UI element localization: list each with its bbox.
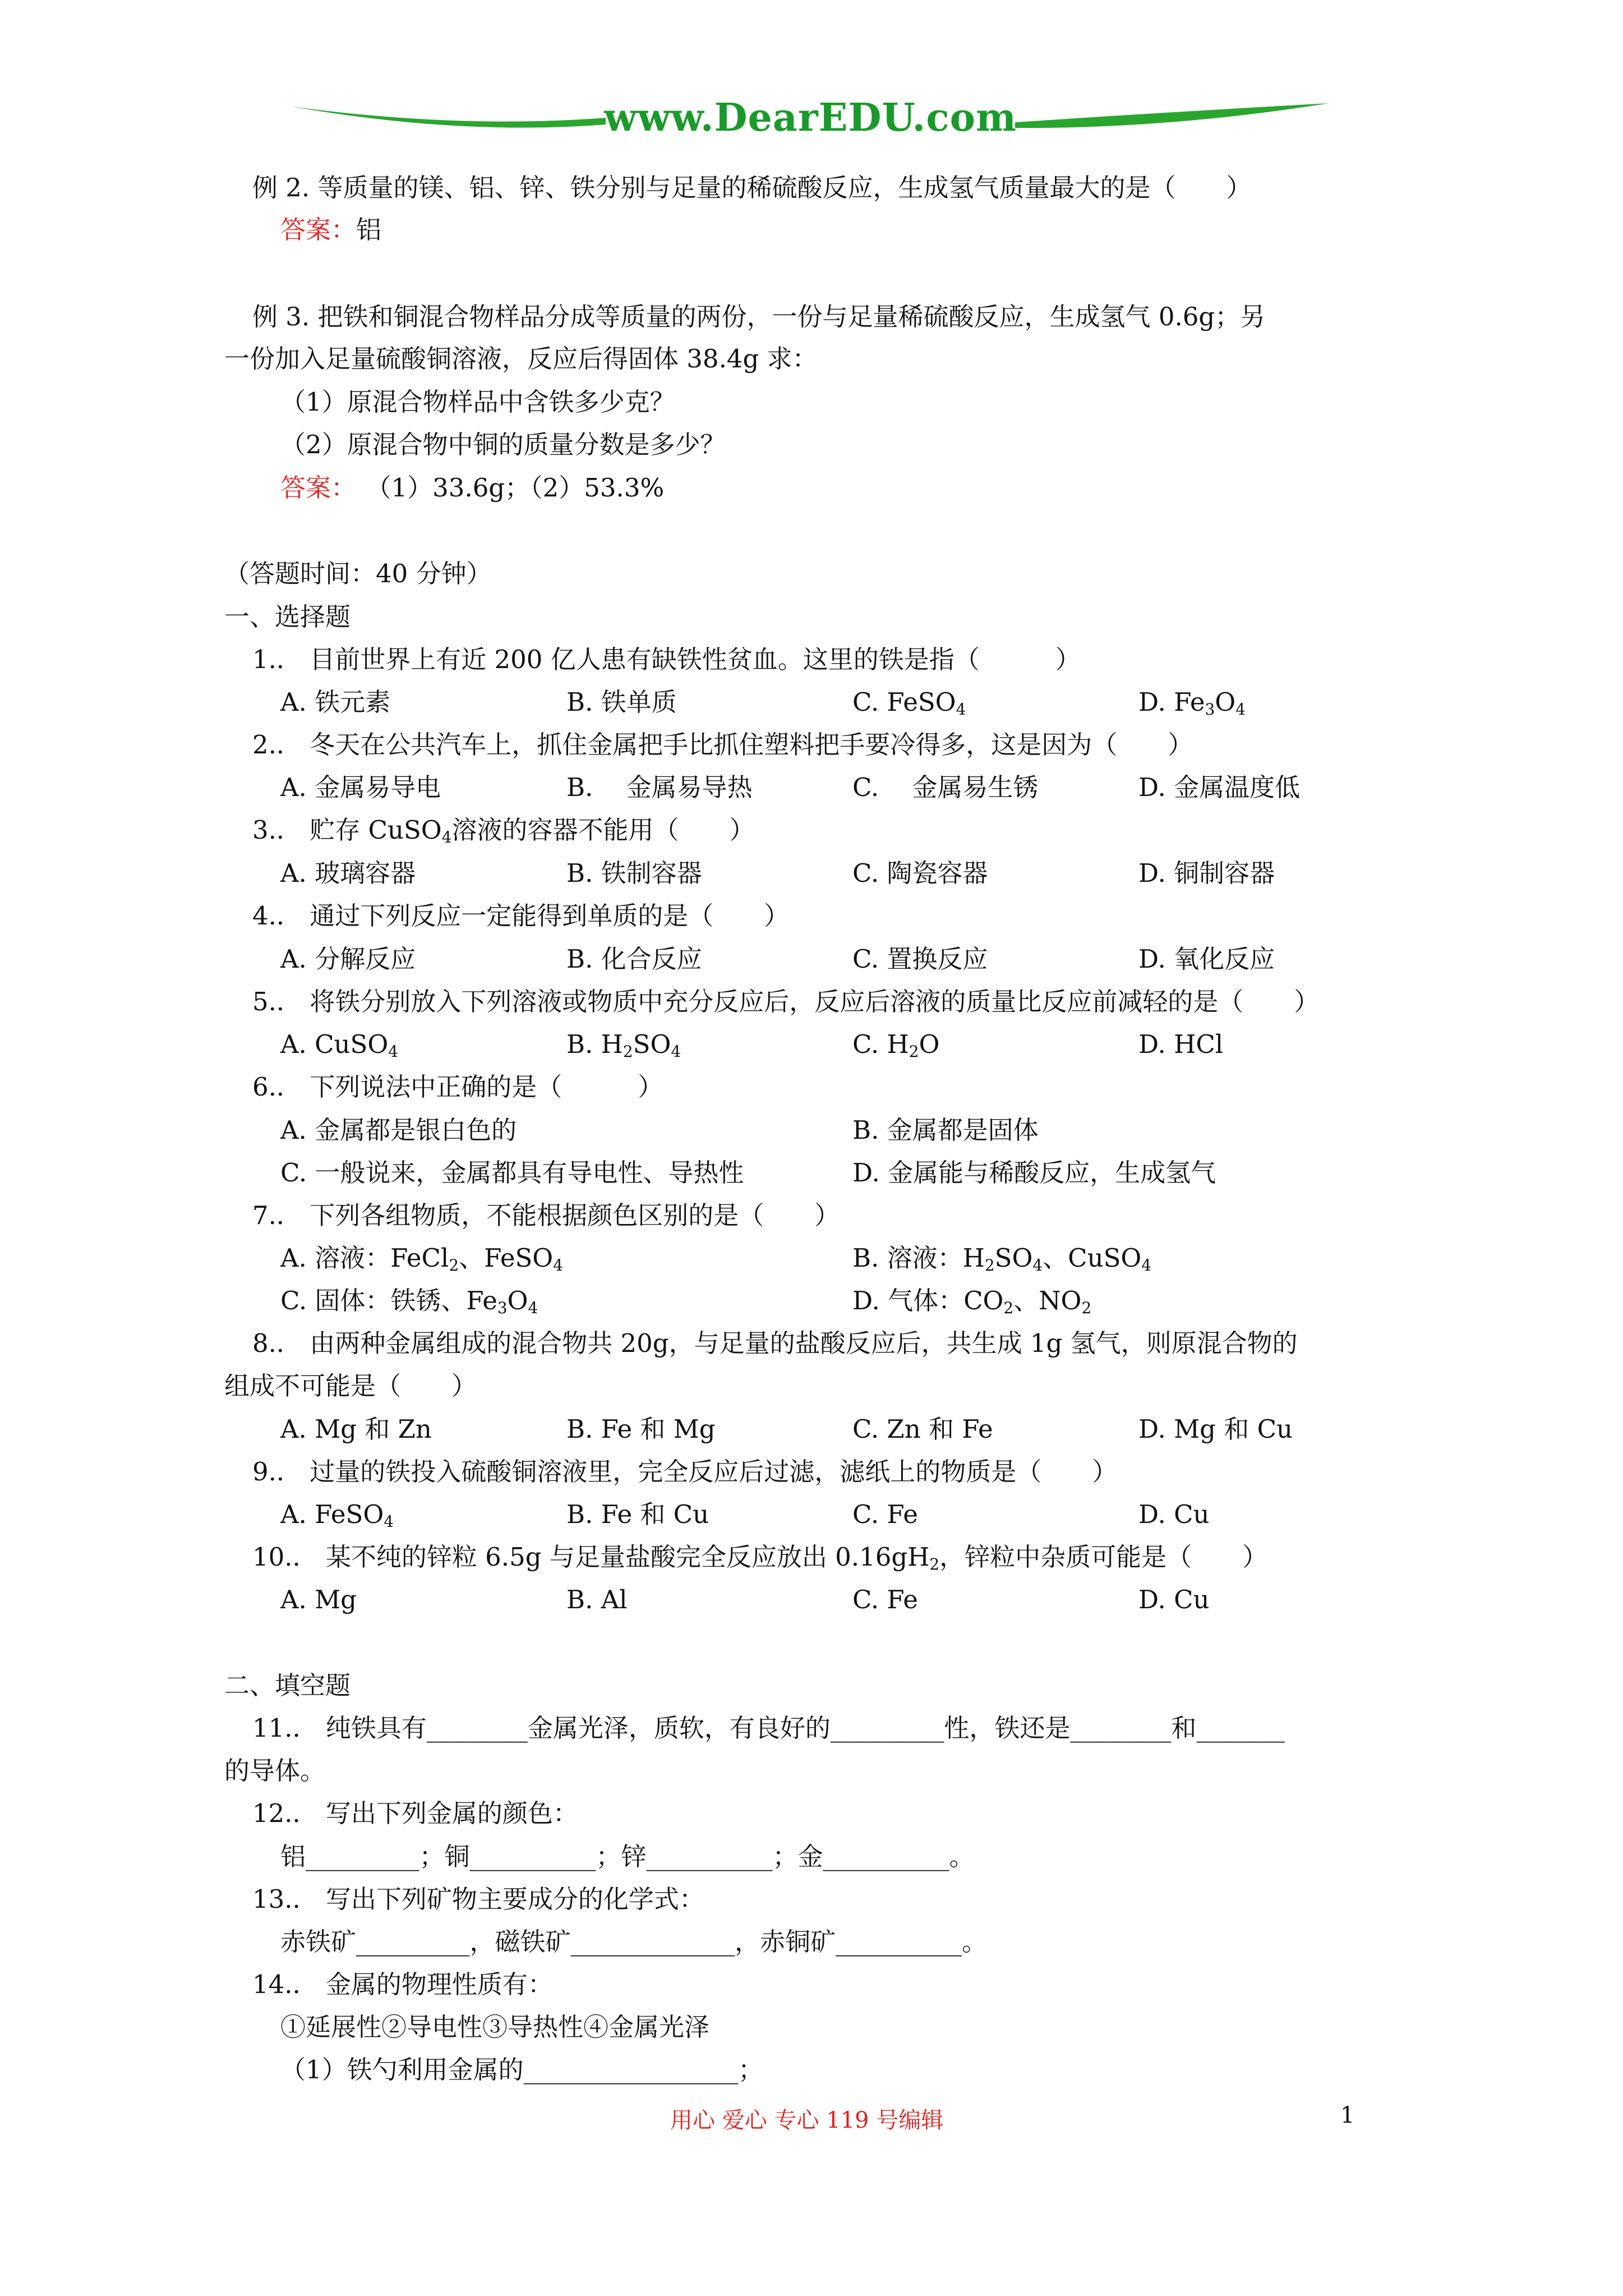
question-10-stem: 10.． 某不纯的锌粒 6.5g 与足量盐酸完全反应放出 $0.16gH_2$，锌粒中杂质可能是（ ）	[252, 1542, 1268, 1573]
question-7-option-a: A. 溶液：FeCl$_2$、FeSO$_4$	[280, 1243, 563, 1274]
answer-time-note: （答题时间：40 分钟）	[224, 559, 492, 588]
question-13-blanks: 赤铁矿_________，磁铁矿_____________，赤铜矿__________。	[280, 1927, 988, 1957]
question-9-option-d: D. Cu	[1138, 1499, 1210, 1529]
question-14-options: ①延展性②导电性③导热性④金属光泽	[280, 2012, 710, 2042]
question-2-option-a: A. 金属易导电	[280, 772, 441, 802]
question-3-stem: 3.． 贮存 CuSO$_4$溶液的容器不能用（ ）	[252, 815, 755, 846]
question-9-stem: 9.． 过量的铁投入硫酸铜溶液里，完全反应后过滤，滤纸上的物质是（ ）	[252, 1457, 1118, 1487]
question-7-option-c: C. 固体：铁锈、$Fe_3O_4$	[280, 1286, 538, 1317]
section-1-title: 一、选择题	[224, 602, 351, 632]
question-8-option-d: D. Mg 和 Cu	[1138, 1414, 1293, 1444]
question-7-option-b: B. 溶液：$H_2SO_4$、CuSO$_4$	[852, 1243, 1152, 1274]
question-2-option-c: C. 金属易生锈	[852, 772, 1039, 802]
question-9-option-c: C. Fe	[852, 1499, 918, 1529]
question-1-option-c: C. FeSO$_4$	[852, 687, 966, 719]
question-11-line-2: 的导体。	[224, 1756, 326, 1786]
question-6-option-b: B. 金属都是固体	[852, 1115, 1039, 1145]
question-5-option-d: D. HCl	[1138, 1029, 1224, 1059]
question-5-stem: 5.． 将铁分别放入下列溶液或物质中充分反应后，反应后溶液的质量比反应前减轻的是（ ）	[252, 987, 1320, 1016]
question-1-option-a: A. 铁元素	[280, 687, 391, 717]
question-6-option-d: D. 金属能与稀酸反应，生成氢气	[852, 1158, 1216, 1188]
question-4-option-d: D. 氧化反应	[1138, 944, 1275, 974]
question-6-option-c: C. 一般说来，金属都具有导电性、导热性	[280, 1158, 744, 1188]
question-14-sub-1: （1）铁勺利用金属的_________________；	[280, 2055, 764, 2085]
question-8-option-b: B. Fe 和 Mg	[566, 1414, 716, 1444]
question-12-blanks: 铝_________；铜__________；锌__________；金__________。	[280, 1842, 975, 1871]
question-3-option-b: B. 铁制容器	[566, 858, 702, 888]
question-4-option-b: B. 化合反应	[566, 944, 702, 974]
question-10-option-a: A. Mg	[280, 1585, 357, 1614]
site-banner	[292, 90, 1329, 151]
example-3-question-1: （1）原混合物样品中含铁多少克？	[280, 387, 675, 417]
question-12-stem: 12.． 写出下列金属的颜色：	[252, 1798, 578, 1828]
question-2-option-d: D. 金属温度低	[1138, 772, 1301, 802]
question-3-option-a: A. 玻璃容器	[280, 858, 416, 888]
footer-slogan: 用心 爱心 专心 119 号编辑	[670, 2108, 944, 2133]
question-5-option-b: B. $H_2SO_4$	[566, 1029, 681, 1061]
question-7-stem: 7.． 下列各组物质，不能根据颜色区别的是（ ）	[252, 1200, 840, 1230]
question-8-stem-line-2: 组成不可能是（ ）	[224, 1371, 477, 1401]
question-13-stem: 13.． 写出下列矿物主要成分的化学式：	[252, 1884, 704, 1914]
example-2-answer	[280, 213, 381, 247]
answer-text: 铝	[356, 215, 382, 245]
question-7-option-d: D. 气体：$CO_2$、$NO_2$	[852, 1286, 1092, 1317]
question-3-option-d: D. 铜制容器	[1138, 858, 1275, 888]
example-3-line-2: 一份加入足量硫酸铜溶液，反应后得固体 38.4g 求：	[224, 344, 818, 374]
question-1-option-b: B. 铁单质	[566, 687, 677, 717]
answer-text: （1）33.6g；（2）53.3%	[379, 473, 665, 503]
question-10-option-b: B. Al	[566, 1585, 628, 1614]
question-4-option-c: C. 置换反应	[852, 944, 988, 974]
question-8-option-c: C. Zn 和 Fe	[852, 1414, 993, 1444]
page-number: 1	[1340, 2102, 1355, 2128]
question-2-option-b: B. 金属易导热	[566, 772, 753, 802]
section-2-title: 二、填空题	[224, 1671, 351, 1700]
question-4-stem: 4.． 通过下列反应一定能得到单质的是（ ）	[252, 901, 790, 931]
question-10-option-c: C. Fe	[852, 1585, 918, 1614]
answer-label: 答案：	[280, 473, 357, 503]
question-11-line-1: 11.． 纯铁具有________金属光泽，质软，有良好的_________性，铁还是________和_______	[252, 1713, 1285, 1743]
question-8-stem-line-1: 8.． 由两种金属组成的混合物共 20g，与足量的盐酸反应后，共生成 1g 氢气，则原混合物的	[252, 1328, 1298, 1358]
answer-label: 答案：	[280, 215, 357, 245]
example-2-question: 例 2. 等质量的镁、铝、锌、铁分别与足量的稀硫酸反应，生成氢气质量最大的是（ ）	[252, 173, 1252, 203]
question-9-option-a: A. FeSO$_4$	[280, 1499, 394, 1531]
example-3-question-2: （2）原混合物中铜的质量分数是多少？	[280, 430, 726, 459]
question-1-stem: 1.． 目前世界上有近 200 亿人患有缺铁性贫血。这里的铁是指（ ）	[252, 645, 1081, 674]
question-10-option-d: D. Cu	[1138, 1585, 1210, 1614]
question-5-option-a: A. CuSO$_4$	[280, 1029, 398, 1061]
question-1-option-d: D. $Fe_3O_4$	[1138, 687, 1246, 719]
question-8-option-a: A. Mg 和 Zn	[280, 1414, 432, 1444]
question-5-option-c: C. $H_2O$	[852, 1029, 940, 1061]
question-2-stem: 2.． 冬天在公共汽车上，抓住金属把手比抓住塑料把手要冷得多，这是因为（ ）	[252, 730, 1193, 760]
example-3-line-1: 例 3. 把铁和铜混合物样品分成等质量的两份，一份与足量稀硫酸反应，生成氢气 0.6g；另	[252, 302, 1266, 332]
question-9-option-b: B. Fe 和 Cu	[566, 1499, 709, 1529]
example-3-answer	[280, 471, 664, 505]
question-6-option-a: A. 金属都是银白色的	[280, 1115, 517, 1145]
question-14-stem: 14.． 金属的物理性质有：	[252, 1970, 553, 1999]
question-4-option-a: A. 分解反应	[280, 944, 416, 974]
site-url[interactable]: www.DearEDU.com	[604, 95, 1017, 140]
question-6-stem: 6.． 下列说法中正确的是（ ）	[252, 1072, 663, 1102]
question-3-option-c: C. 陶瓷容器	[852, 858, 988, 888]
